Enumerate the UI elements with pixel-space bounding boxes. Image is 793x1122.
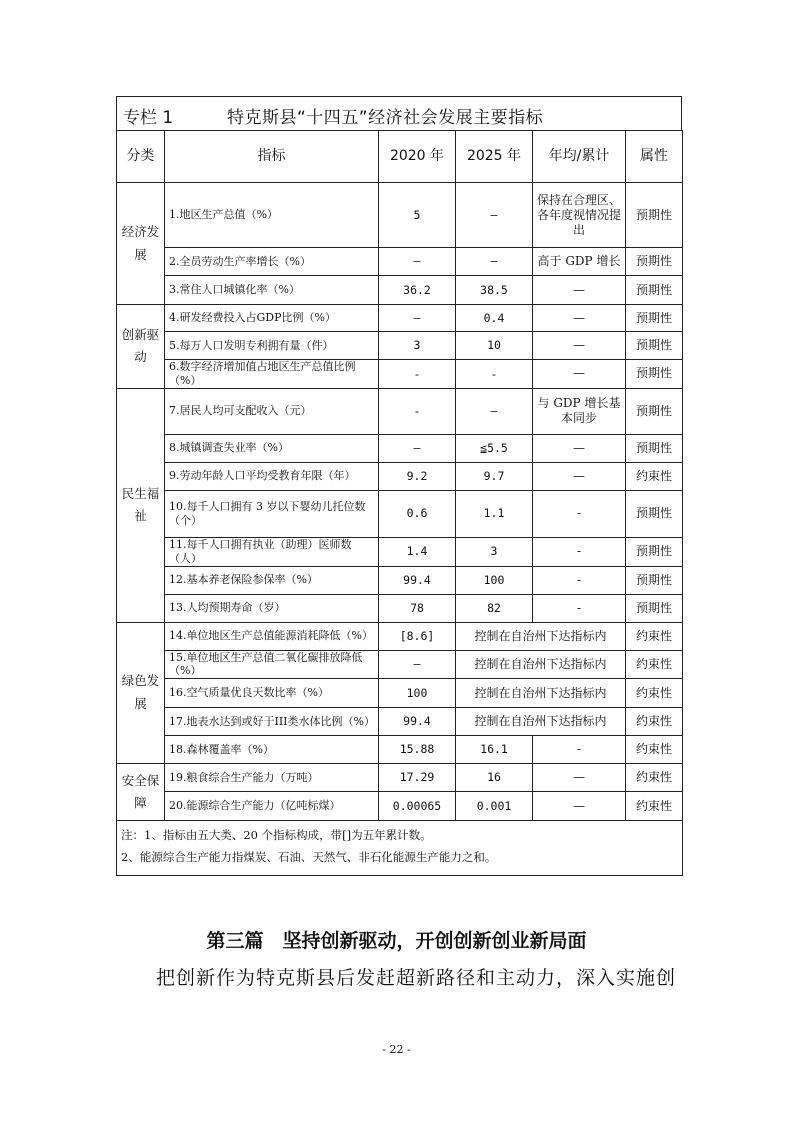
table-row bbox=[117, 764, 683, 792]
category-cell: 民生福祉 bbox=[117, 388, 165, 622]
average-cell: — bbox=[533, 434, 626, 462]
value-2020-cell: 99.4 bbox=[379, 566, 456, 594]
value-2020-cell: 99.4 bbox=[379, 708, 456, 736]
table-row bbox=[117, 305, 683, 332]
property-cell: 预期性 bbox=[626, 566, 683, 594]
property-cell: 预期性 bbox=[626, 248, 683, 276]
value-2020-cell: 5 bbox=[379, 183, 456, 248]
table-row bbox=[117, 248, 683, 276]
value-2020-cell: 78 bbox=[379, 594, 456, 622]
indicator-cell: 6.数字经济增加值占地区生产总值比例（%） bbox=[165, 360, 379, 389]
indicator-cell: 8.城镇调查失业率（%） bbox=[165, 434, 379, 462]
table-row bbox=[117, 490, 683, 537]
value-2025-cell: 10 bbox=[456, 332, 533, 360]
table-row bbox=[117, 594, 683, 622]
header-indicator: 指标 bbox=[165, 131, 379, 183]
table-row bbox=[117, 537, 683, 566]
section-heading: 第三篇 坚持创新驱动，开创创新创业新局面 bbox=[206, 930, 587, 952]
property-cell: 约束性 bbox=[626, 679, 683, 708]
table-row bbox=[117, 792, 683, 821]
value-2020-cell: — bbox=[379, 248, 456, 276]
value-2025-cell: 1.1 bbox=[456, 490, 533, 537]
value-2020-cell: 100 bbox=[379, 679, 456, 708]
indicator-cell: 18.森林覆盖率（%） bbox=[165, 736, 379, 764]
property-cell: 约束性 bbox=[626, 792, 683, 821]
average-cell: — bbox=[533, 792, 626, 821]
value-2020-cell: 17.29 bbox=[379, 764, 456, 792]
value-2020-cell: 3 bbox=[379, 332, 456, 360]
indicator-cell: 20.能源综合生产能力（亿吨标煤） bbox=[165, 792, 379, 821]
note-line: 注：1、指标由五大类、20 个指标构成，带[]为五年累计数。 bbox=[121, 828, 432, 842]
property-cell: 约束性 bbox=[626, 708, 683, 736]
indicator-cell: 5.每万人口发明专利拥有量（件） bbox=[165, 332, 379, 360]
value-2020-cell: [8.6] bbox=[379, 622, 456, 650]
indicator-cell: 17.地表水达到或好于III类水体比例（%） bbox=[165, 708, 379, 736]
average-cell: 保持在合理区、各年度视情况提出 bbox=[533, 183, 626, 248]
value-2025-cell: 100 bbox=[456, 566, 533, 594]
average-cell: 高于 GDP 增长 bbox=[533, 248, 626, 276]
table-row bbox=[117, 332, 683, 360]
value-2025-cell: 16.1 bbox=[456, 736, 533, 764]
property-cell: 预期性 bbox=[626, 434, 683, 462]
average-cell: 与 GDP 增长基本同步 bbox=[533, 388, 626, 434]
value-2020-cell: 36.2 bbox=[379, 276, 456, 305]
property-cell: 预期性 bbox=[626, 594, 683, 622]
indicator-cell: 19.粮食综合生产能力（万吨） bbox=[165, 764, 379, 792]
average-cell: — bbox=[533, 764, 626, 792]
table-row bbox=[117, 434, 683, 462]
value-2020-cell: - bbox=[379, 360, 456, 389]
property-cell: 预期性 bbox=[626, 332, 683, 360]
property-cell: 预期性 bbox=[626, 305, 683, 332]
property-cell: 约束性 bbox=[626, 736, 683, 764]
indicator-cell: 4.研发经费投入占GDP比例（%） bbox=[165, 305, 379, 332]
value-2025-cell: 0.001 bbox=[456, 792, 533, 821]
value-2020-cell: 0.00065 bbox=[379, 792, 456, 821]
box-title-bar bbox=[116, 96, 682, 130]
property-cell: 预期性 bbox=[626, 276, 683, 305]
value-2020-cell: — bbox=[379, 434, 456, 462]
value-2025-cell: 16 bbox=[456, 764, 533, 792]
table-row bbox=[117, 566, 683, 594]
page-number: - 22 - bbox=[382, 1043, 411, 1056]
average-cell: — bbox=[533, 276, 626, 305]
category-cell: 创新驱动 bbox=[117, 305, 165, 389]
average-cell: - bbox=[533, 594, 626, 622]
average-cell: 控制在自治州下达指标内 bbox=[456, 650, 626, 679]
average-cell: 控制在自治州下达指标内 bbox=[456, 622, 626, 650]
value-2020-cell: 1.4 bbox=[379, 537, 456, 566]
body-paragraph: 把创新作为特克斯县后发赶超新路径和主动力，深入实施创 bbox=[156, 967, 677, 989]
value-2025-cell: 3 bbox=[456, 537, 533, 566]
header-property: 属性 bbox=[626, 131, 683, 183]
value-2020-cell: - bbox=[379, 388, 456, 434]
average-cell: 控制在自治州下达指标内 bbox=[456, 708, 626, 736]
table-row bbox=[117, 708, 683, 736]
average-cell: — bbox=[533, 305, 626, 332]
indicator-cell: 14.单位地区生产总值能源消耗降低（%） bbox=[165, 622, 379, 650]
indicator-cell: 15.单位地区生产总值二氧化碳排放降低（%） bbox=[165, 650, 379, 679]
header-2020: 2020 年 bbox=[379, 131, 456, 183]
average-cell: — bbox=[533, 462, 626, 490]
property-cell: 预期性 bbox=[626, 490, 683, 537]
average-cell: - bbox=[533, 490, 626, 537]
value-2025-cell: 9.7 bbox=[456, 462, 533, 490]
property-cell: 约束性 bbox=[626, 650, 683, 679]
table-row bbox=[117, 276, 683, 305]
indicator-cell: 12.基本养老保险参保率（%） bbox=[165, 566, 379, 594]
property-cell: 约束性 bbox=[626, 764, 683, 792]
indicator-cell: 1.地区生产总值（%） bbox=[165, 183, 379, 248]
category-cell: 安全保障 bbox=[117, 764, 165, 821]
average-cell: — bbox=[533, 332, 626, 360]
indicators-table bbox=[116, 130, 683, 876]
property-cell: 预期性 bbox=[626, 388, 683, 434]
indicator-cell: 2.全员劳动生产率增长（%） bbox=[165, 248, 379, 276]
average-cell: - bbox=[533, 537, 626, 566]
property-cell: 约束性 bbox=[626, 462, 683, 490]
header-category: 分类 bbox=[117, 131, 165, 183]
category-cell: 绿色发展 bbox=[117, 622, 165, 764]
indicator-cell: 16.空气质量优良天数比率（%） bbox=[165, 679, 379, 708]
indicator-cell: 7.居民人均可支配收入（元） bbox=[165, 388, 379, 434]
header-average: 年均/累计 bbox=[533, 131, 626, 183]
value-2025-cell: - bbox=[456, 360, 533, 389]
value-2020-cell: — bbox=[379, 305, 456, 332]
value-2025-cell: ≦5.5 bbox=[456, 434, 533, 462]
table-row bbox=[117, 462, 683, 490]
notes-cell bbox=[117, 821, 683, 876]
value-2025-cell: — bbox=[456, 388, 533, 434]
value-2020-cell: 0.6 bbox=[379, 490, 456, 537]
table-row bbox=[117, 650, 683, 679]
indicator-cell: 13.人均预期寿命（岁） bbox=[165, 594, 379, 622]
property-cell: 预期性 bbox=[626, 537, 683, 566]
category-cell: 经济发展 bbox=[117, 183, 165, 305]
table-row bbox=[117, 183, 683, 248]
box-number: 专栏 1 bbox=[123, 108, 174, 128]
property-cell: 预期性 bbox=[626, 360, 683, 389]
value-2020-cell: 15.88 bbox=[379, 736, 456, 764]
table-row bbox=[117, 360, 683, 389]
indicator-cell: 9.劳动年龄人口平均受教育年限（年） bbox=[165, 462, 379, 490]
average-cell: - bbox=[533, 566, 626, 594]
table-row bbox=[117, 622, 683, 650]
property-cell: 约束性 bbox=[626, 622, 683, 650]
box-title: 特克斯县“十四五”经济社会发展主要指标 bbox=[227, 108, 544, 128]
table-row bbox=[117, 736, 683, 764]
indicator-cell: 11.每千人口拥有执业（助理）医师数（人） bbox=[165, 537, 379, 566]
average-cell: - bbox=[533, 736, 626, 764]
indicator-cell: 10.每千人口拥有 3 岁以下婴幼儿托位数（个） bbox=[165, 490, 379, 537]
table-row bbox=[117, 388, 683, 434]
value-2025-cell: — bbox=[456, 183, 533, 248]
value-2025-cell: — bbox=[456, 248, 533, 276]
value-2020-cell: — bbox=[379, 650, 456, 679]
notes-row bbox=[117, 821, 683, 876]
value-2025-cell: 38.5 bbox=[456, 276, 533, 305]
average-cell: 控制在自治州下达指标内 bbox=[456, 679, 626, 708]
indicator-cell: 3.常住人口城镇化率（%） bbox=[165, 276, 379, 305]
note-line: 2、能源综合生产能力指煤炭、石油、天然气、非石化能源生产能力之和。 bbox=[121, 849, 497, 864]
value-2020-cell: 9.2 bbox=[379, 462, 456, 490]
property-cell: 预期性 bbox=[626, 183, 683, 248]
header-2025: 2025 年 bbox=[456, 131, 533, 183]
table-row bbox=[117, 679, 683, 708]
average-cell: — bbox=[533, 360, 626, 389]
value-2025-cell: 0.4 bbox=[456, 305, 533, 332]
value-2025-cell: 82 bbox=[456, 594, 533, 622]
table-header-row bbox=[117, 131, 683, 183]
